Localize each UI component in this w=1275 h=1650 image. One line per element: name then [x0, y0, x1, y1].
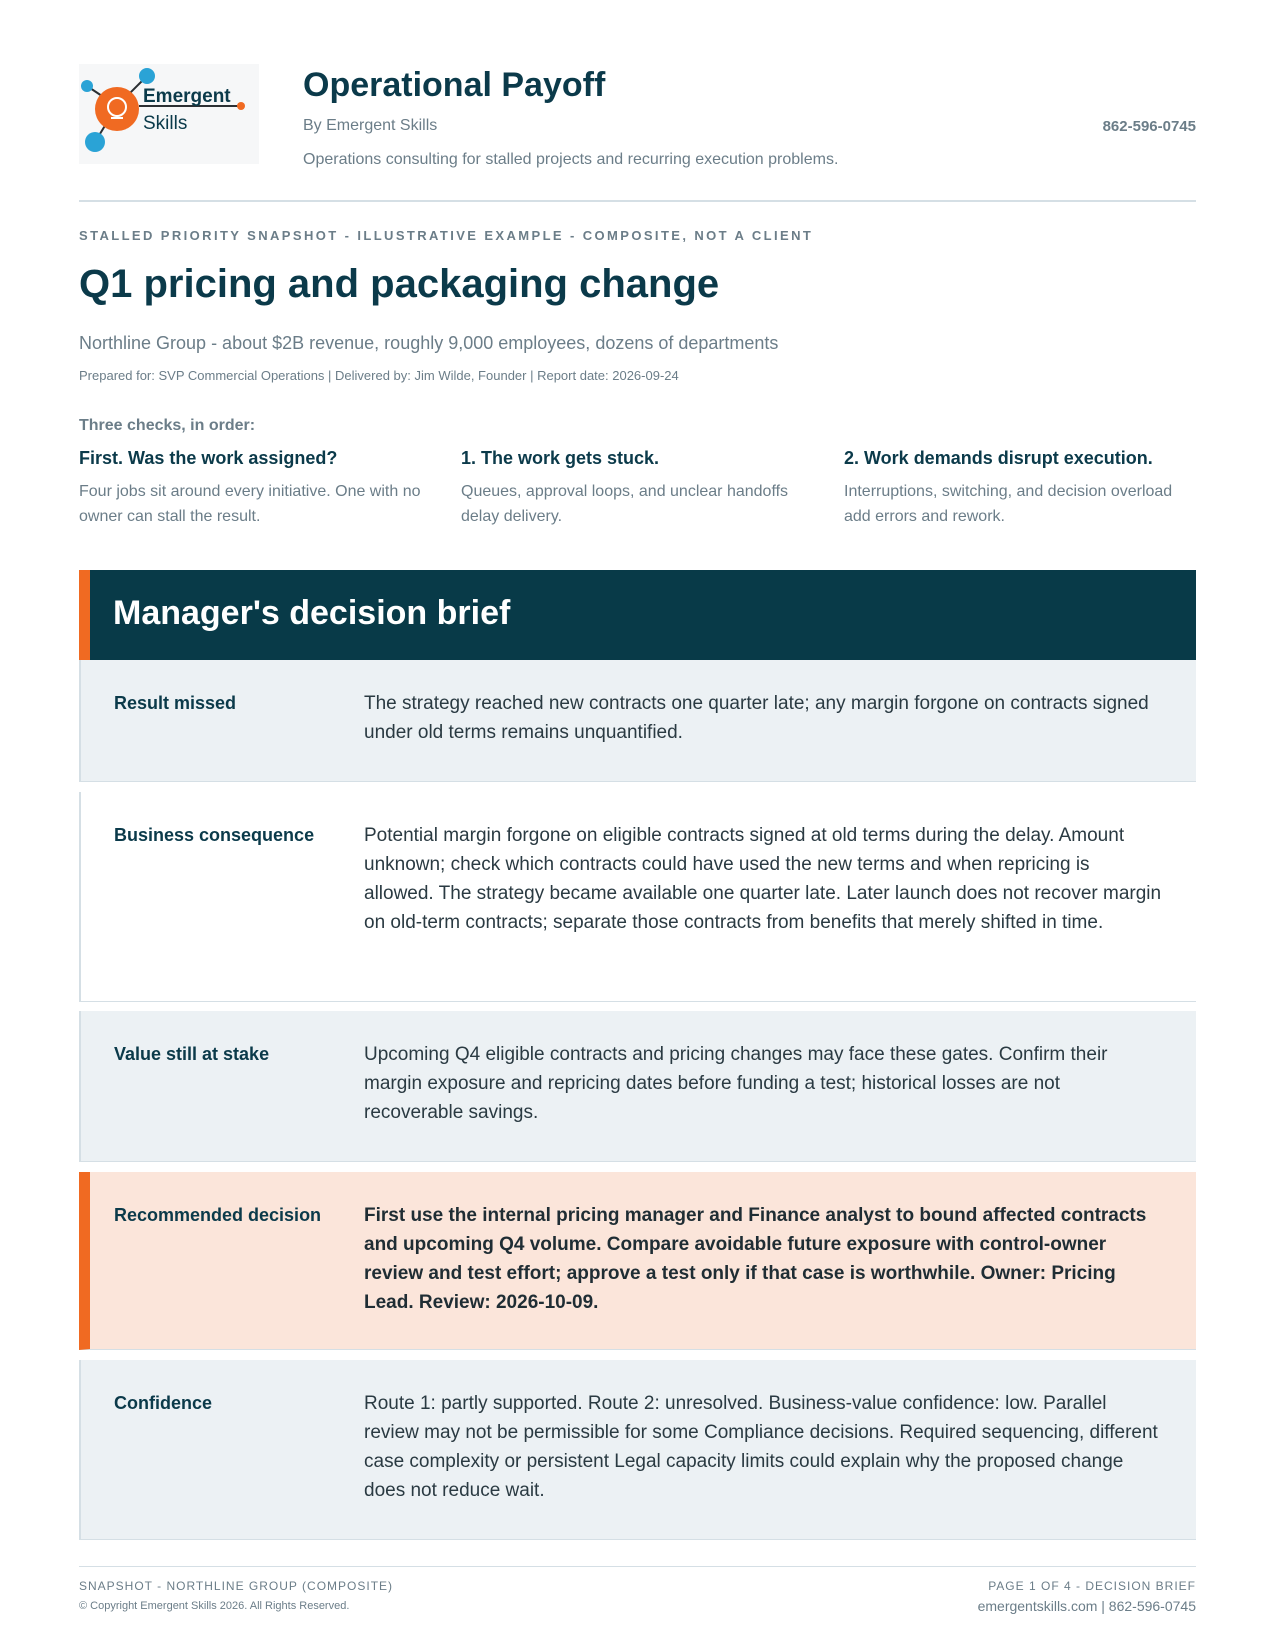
header-phone[interactable]: 862-596-0745 [1102, 118, 1196, 135]
brand-title: Operational Payoff [303, 66, 606, 104]
brief-row-text: Route 1: partly supported. Route 2: unresolved. Business-value confidence: low. Parallel review may not be permissible for some Compliance decisions. Required sequencing, different case complexity or persistent Legal capacity limits could explain why the proposed change does not reduce wait. [364, 1393, 1158, 1501]
brief-row-text: First use the internal pricing manager and Finance analyst to bound affected contracts and upcoming Q4 volume. Compare avoidable future exposure with control-owner review and test effort; approve a test only if that case is worthwhile. Owner: Pricing Lead. Review: 2026-10-09. [364, 1205, 1147, 1313]
brief-row-label: Result missed [114, 693, 237, 713]
page-footer [79, 1566, 1196, 1614]
brief-row-recommended-decision [79, 1172, 1196, 1350]
check-body: Queues, approval loops, and unclear handoffs delay delivery. [461, 483, 789, 525]
brief-row-text: Potential margin forgone on eligible contracts signed at old terms during the delay. Amount unknown; check which contracts could have used the new terms and when repricing is allowed. The strategy became available one quarter late. Later launch does not recover margin on old-term contracts; separate those contracts from benefits that merely shifted in time. [364, 825, 1162, 933]
brief-row-label: Confidence [114, 1393, 213, 1413]
check-title: First. Was the work assigned? [79, 448, 338, 468]
svg-text:Emergent: Emergent [143, 86, 231, 107]
brief-row-value-at-stake [79, 1011, 1196, 1162]
decision-brief-heading: Manager's decision brief [113, 594, 511, 632]
footer-contact[interactable]: emergentskills.com | 862-596-0745 [977, 1598, 1196, 1614]
check-body: Four jobs sit around every initiative. One with no owner can stall the result. [79, 483, 421, 525]
check-body: Interruptions, switching, and decision overload add errors and rework. [844, 483, 1173, 525]
checks-label: Three checks, in order: [79, 417, 256, 434]
check-item [844, 448, 1189, 529]
snapshot-eyebrow: STALLED PRIORITY SNAPSHOT - ILLUSTRATIVE EXAMPLE - COMPOSITE, NOT A CLIENT [79, 228, 814, 243]
page-header [79, 0, 1196, 202]
check-title: 2. Work demands disrupt execution. [844, 448, 1153, 468]
check-item [461, 448, 806, 529]
brief-row-label: Business consequence [114, 825, 315, 845]
brief-row-text: Upcoming Q4 eligible contracts and pricing changes may face these gates. Confirm their margin exposure and repricing dates before funding a test; historical losses are not recoverable savings. [364, 1044, 1108, 1123]
page [79, 0, 1196, 1614]
svg-text:Skills: Skills [143, 113, 188, 134]
brief-row-business-consequence [79, 792, 1196, 1002]
snapshot-subtitle: Northline Group - about $2B revenue, roughly 9,000 employees, dozens of departments [79, 333, 779, 353]
snapshot-meta: Prepared for: SVP Commercial Operations | Delivered by: Jim Wilde, Founder | Report date: 2026-09-24 [79, 368, 679, 383]
brief-row-confidence [79, 1360, 1196, 1540]
footer-page-indicator: PAGE 1 OF 4 - DECISION BRIEF [988, 1579, 1196, 1593]
brand-tagline: Operations consulting for stalled projects and recurring execution problems. [303, 151, 839, 168]
footer-snapshot-label: SNAPSHOT - NORTHLINE GROUP (COMPOSITE) [79, 1579, 394, 1593]
snapshot-title: Q1 pricing and packaging change [79, 262, 720, 306]
brief-row-text: The strategy reached new contracts one quarter late; any margin forgone on contracts signed under old terms remains unquantified. [364, 693, 1149, 743]
check-title: 1. The work gets stuck. [461, 448, 660, 468]
brief-row-label: Value still at stake [114, 1044, 270, 1064]
decision-brief-header [79, 570, 1196, 660]
check-item [79, 448, 424, 529]
brand-byline: By Emergent Skills [303, 117, 438, 134]
brief-row-result-missed [79, 660, 1196, 782]
footer-copyright: © Copyright Emergent Skills 2026. All Rights Reserved. [79, 1600, 350, 1612]
brief-row-label: Recommended decision [114, 1205, 322, 1225]
emergent-skills-logo [79, 64, 259, 164]
